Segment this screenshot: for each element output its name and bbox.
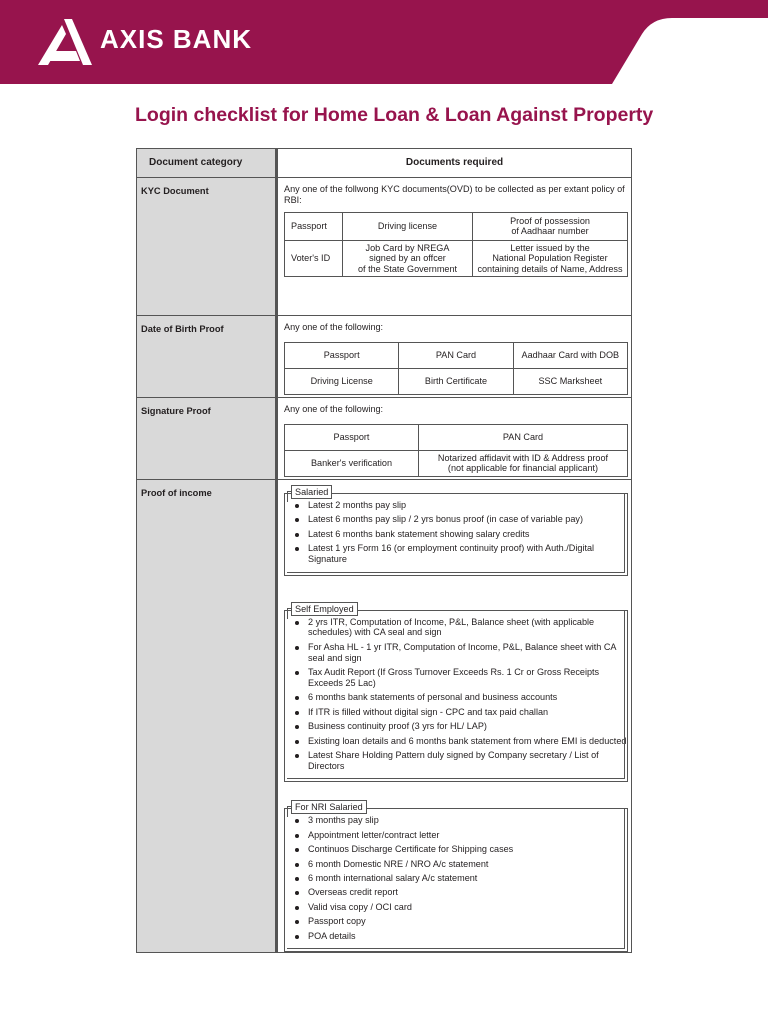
signature-intro: Any one of the following:	[284, 404, 384, 414]
category-label: KYC Document	[141, 186, 209, 196]
category-label: Proof of income	[141, 488, 212, 498]
options-row	[285, 240, 628, 276]
option-cell: Proof of possession of Aadhaar number	[473, 212, 628, 240]
list-item: Latest Share Holding Pattern duly signed by Company secretary / List of Directors	[306, 750, 627, 772]
options-row	[285, 368, 628, 394]
options-row	[285, 424, 628, 450]
list-item: 3 months pay slip	[306, 815, 627, 826]
table-header-row	[137, 149, 632, 178]
category-label: Date of Birth Proof	[141, 324, 224, 334]
list-item: POA details	[306, 931, 627, 942]
option-cell: Passport	[285, 342, 399, 368]
category-kyc	[137, 178, 277, 316]
list-item: Continuos Discharge Certificate for Shipping cases	[306, 844, 627, 855]
list-item: Appointment letter/contract letter	[306, 830, 627, 841]
self-employed-box	[284, 603, 628, 783]
requirements-dob	[277, 316, 632, 398]
salaried-tag: Salaried	[291, 485, 332, 499]
list-item: 6 months bank statements of personal and business accounts	[306, 692, 627, 703]
row-income	[137, 480, 632, 953]
requirements-signature	[277, 398, 632, 480]
axis-logo-icon	[36, 17, 98, 67]
list-item: Latest 6 months pay slip / 2 yrs bonus proof (in case of variable pay)	[306, 514, 627, 525]
option-cell: Driving License	[285, 368, 399, 394]
requirements-income	[277, 480, 632, 953]
option-cell: Passport	[285, 424, 419, 450]
option-cell: Driving license	[343, 212, 473, 240]
dob-intro: Any one of the following:	[284, 322, 384, 332]
list-item: Latest 2 months pay slip	[306, 500, 627, 511]
self-employed-list	[285, 617, 627, 772]
header-documents-required: Documents required	[277, 149, 632, 178]
brand-name: AXIS BANK	[100, 24, 253, 54]
category-signature	[137, 398, 277, 480]
list-item: 6 month international salary A/c statement	[306, 873, 627, 884]
self-employed-tag: Self Employed	[291, 602, 358, 616]
checklist-table	[136, 148, 632, 953]
category-dob	[137, 316, 277, 398]
option-cell: PAN Card	[399, 342, 513, 368]
axis-bank-logo	[36, 18, 253, 66]
page-title: Login checklist for Home Loan & Loan Against Property	[135, 104, 654, 126]
option-cell: Banker's verification	[285, 450, 419, 476]
list-item: Existing loan details and 6 months bank statement from where EMI is deducted	[308, 735, 627, 746]
list-item: If ITR is filled without digital sign - CPC and tax paid challan	[306, 707, 627, 718]
list-item: 6 month Domestic NRE / NRO A/c statement	[306, 859, 627, 870]
list-item: Overseas credit report	[306, 887, 627, 898]
row-signature	[137, 398, 632, 480]
kyc-options-grid	[284, 212, 628, 277]
list-item: 2 yrs ITR, Computation of Income, P&L, Balance sheet (with applicable schedules) with CA seal and sign	[306, 617, 627, 639]
option-cell: Aadhaar Card with DOB	[513, 342, 627, 368]
list-item: Latest 6 months bank statement showing salary credits	[306, 529, 627, 540]
list-item: For Asha HL - 1 yr ITR, Computation of Income, P&L, Balance sheet with CA seal and sign	[306, 642, 627, 664]
category-income	[137, 480, 277, 953]
salaried-box	[284, 487, 628, 576]
row-dob	[137, 316, 632, 398]
row-kyc	[137, 178, 632, 316]
option-cell: SSC Marksheet	[513, 368, 627, 394]
requirements-kyc	[277, 178, 632, 316]
list-item: Tax Audit Report (If Gross Turnover Exceeds Rs. 1 Cr or Gross Receipts Exceeds 25 Lac)	[306, 667, 627, 689]
options-row	[285, 212, 628, 240]
option-cell: PAN Card	[419, 424, 628, 450]
dob-options-grid	[284, 342, 628, 395]
list-item: Valid visa copy / OCI card	[306, 902, 627, 913]
options-row	[285, 450, 628, 476]
header-document-category: Document category	[137, 149, 277, 178]
category-label: Signature Proof	[141, 406, 211, 416]
option-cell: Notarized affidavit with ID & Address proof (not applicable for financial applicant)	[419, 450, 628, 476]
kyc-intro: Any one of the follwong KYC documents(OVD) to be collected as per extant policy of RBI:	[284, 184, 625, 205]
option-cell: Passport	[285, 212, 343, 240]
list-item: Latest 1 yrs Form 16 (or employment continuity proof) with Auth./Digital Signature	[306, 543, 627, 565]
option-cell: Letter issued by the National Population Register containing details of Name, Address	[473, 240, 628, 276]
nri-salaried-list	[285, 815, 627, 941]
salaried-list	[285, 500, 627, 565]
option-cell: Voter's ID	[285, 240, 343, 276]
options-row	[285, 342, 628, 368]
list-item: Passport copy	[306, 916, 627, 927]
option-cell: Job Card by NREGA signed by an offcer of the State Government	[343, 240, 473, 276]
option-cell: Birth Certificate	[399, 368, 513, 394]
list-item: Business continuity proof (3 yrs for HL/ LAP)	[306, 721, 627, 732]
nri-salaried-tag: For NRI Salaried	[291, 800, 367, 814]
nri-salaried-box	[284, 802, 628, 952]
signature-options-grid	[284, 424, 628, 477]
